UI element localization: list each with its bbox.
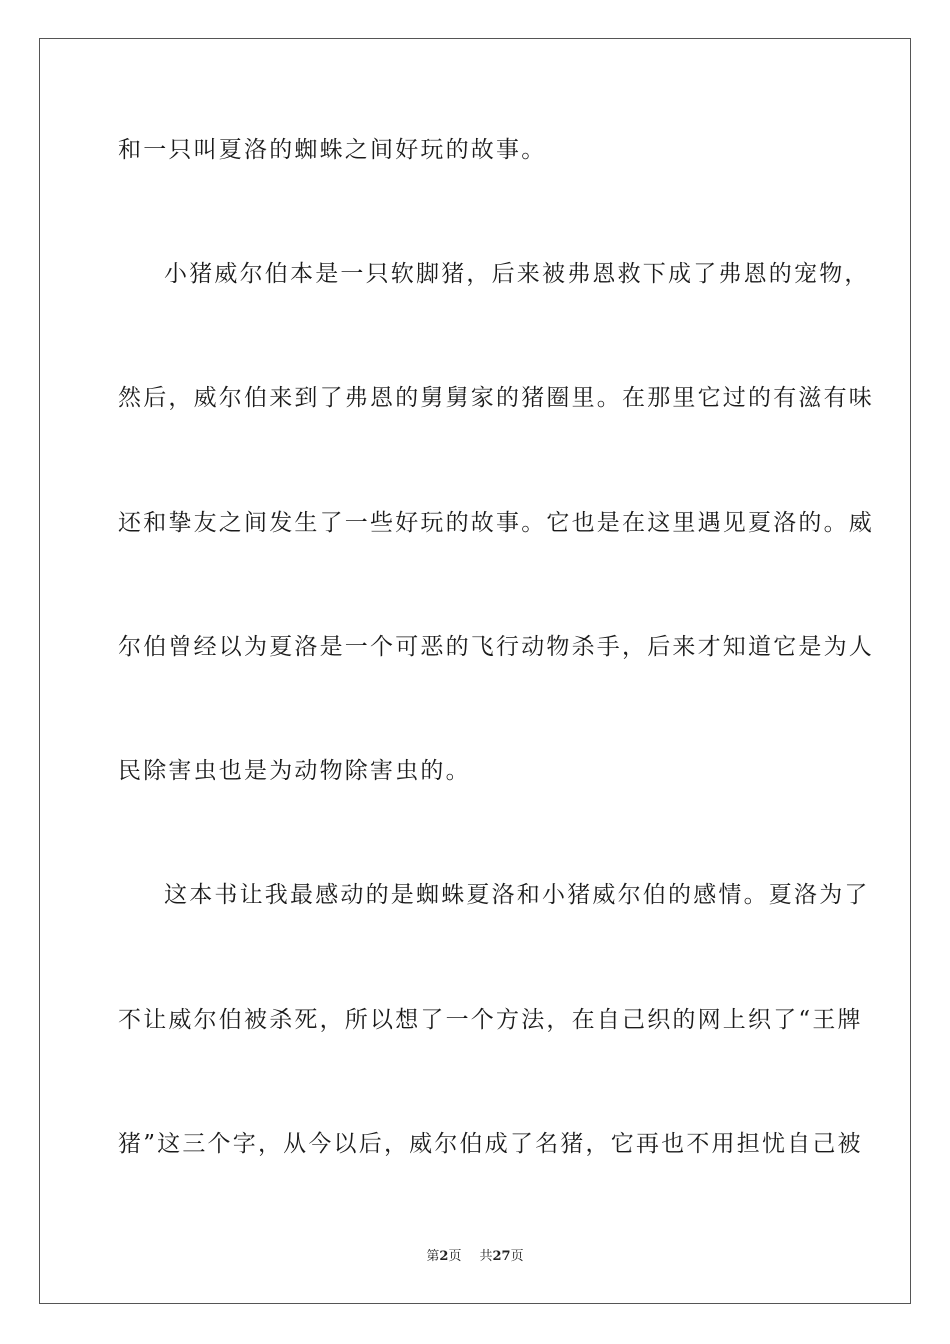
paragraph-line-5: 尔伯曾经以为夏洛是一个可恶的飞行动物杀手，后来才知道它是为人 xyxy=(118,634,874,660)
paragraph-line-7: 这本书让我最感动的是蜘蛛夏洛和小猪威尔伯的感情。夏洛为了 xyxy=(164,882,870,908)
total-suffix: 页 xyxy=(510,1249,524,1264)
page-suffix: 页 xyxy=(448,1249,462,1264)
paragraph-line-4: 还和挚友之间发生了一些好玩的故事。它也是在这里遇见夏洛的。威 xyxy=(118,510,874,536)
paragraph-line-6: 民除害虫也是为动物除害虫的。 xyxy=(118,758,471,784)
total-prefix: 共 xyxy=(479,1249,493,1264)
paragraph-line-2: 小猪威尔伯本是一只软脚猪，后来被弗恩救下成了弗恩的宠物， xyxy=(164,261,870,287)
paragraph-line-3: 然后，威尔伯来到了弗恩的舅舅家的猪圈里。在那里它过的有滋有味 xyxy=(118,385,874,411)
page-border xyxy=(39,38,911,1304)
page-number: 2 xyxy=(439,1249,449,1264)
page-footer xyxy=(0,1248,950,1266)
paragraph-line-9: 猪”这三个字，从今以后，威尔伯成了名猪，它再也不用担忧自己被 xyxy=(118,1131,863,1157)
total-pages: 27 xyxy=(492,1249,511,1264)
paragraph-line-8: 不让威尔伯被杀死，所以想了一个方法，在自己织的网上织了“王牌 xyxy=(118,1007,863,1033)
paragraph-line-1: 和一只叫夏洛的蜘蛛之间好玩的故事。 xyxy=(118,137,547,163)
page-prefix: 第 xyxy=(426,1249,440,1264)
